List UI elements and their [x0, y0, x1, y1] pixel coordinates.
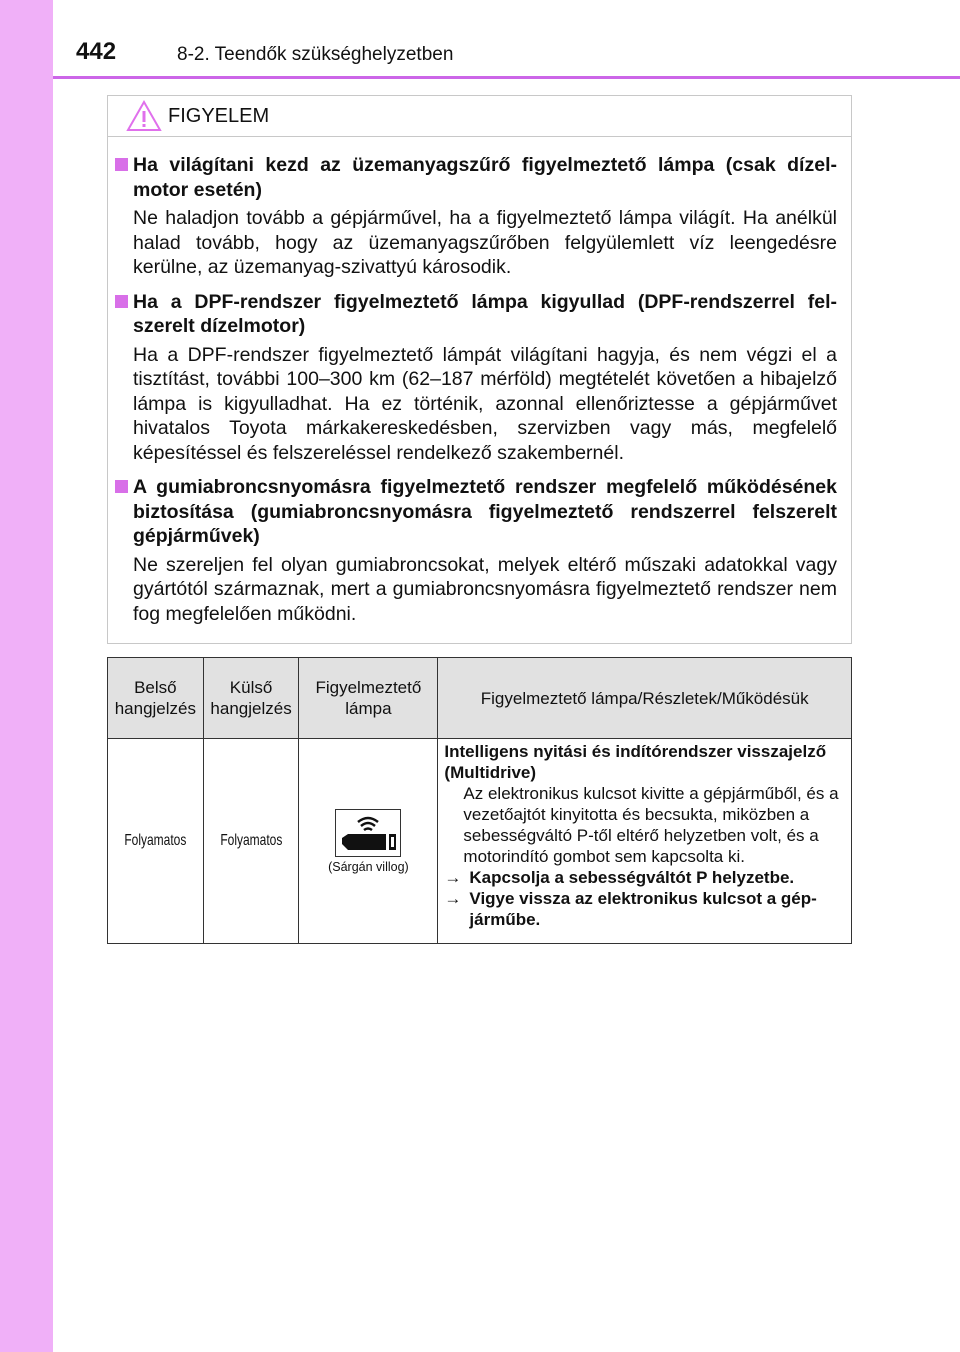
smart-key-indicator-icon	[335, 809, 401, 857]
item-title: A gumiabroncsnyomásra figyelmeztető rendszer megfelelő működésének biztosítása (gumiabroncsnyomásra figyelmeztető rendszerrel felszerelt gépjárművek)	[133, 476, 837, 547]
arrow-icon: →	[444, 868, 462, 887]
table-row	[108, 739, 852, 944]
warning-box	[107, 95, 852, 644]
lamp-caption: (Sárgán villog)	[328, 859, 409, 874]
item-body: Ne szereljen fel olyan gumiabroncsokat, melyek eltérő műszaki adatokkal vagy gyártótól származnak, mert a gumiabroncsnyomásra figyelmeztető rendszer nem fog megfelelően működni.	[133, 553, 837, 625]
warning-item	[108, 153, 851, 280]
table-header-row	[108, 658, 852, 739]
warning-lamp-table	[107, 657, 852, 944]
warning-item	[108, 475, 851, 626]
bullet-square-icon	[115, 480, 128, 493]
page-number: 442	[76, 38, 117, 65]
item-body: Ne haladjon tovább a gépjárművel, ha a figyelmeztető lámpa világít. Ha anélkül halad tovább, hogy az üzemanyagszűrőben felgyülemlett víz leengedésre kerülne, az üzemanyag-szivattyú károsodik.	[133, 207, 837, 278]
internal-buzzer-value: Folyamatos	[124, 832, 187, 849]
warning-item	[108, 290, 851, 466]
external-buzzer-value: Folyamatos	[220, 832, 283, 849]
section-title: 8-2. Teendők szükséghelyzetben	[177, 44, 454, 65]
col-external-buzzer: Külső hangjelzés	[203, 658, 299, 739]
bullet-square-icon	[115, 295, 128, 308]
warning-title: FIGYELEM	[168, 104, 270, 127]
warning-header	[108, 96, 851, 137]
col-internal-buzzer: Belső hangjelzés	[108, 658, 204, 739]
col-details: Figyelmeztető lámpa/Részletek/Működésük	[438, 658, 852, 739]
item-body: Ha a DPF-rendszer figyelmeztető lámpát világítani hagyja, és nem végzi el a tisztítást, további 100–300 km (62–187 mérföld) megtételét követően a hibajelző lámpa is kigyulladhat. Ha ez történik, azonnal ellenőriztesse a gépjárművet hivatalos Toyota márkakereskedésben, szervizben vagy más, megfelelő képesítéssel és felszereléssel rendelkező szakembernél.	[133, 343, 837, 464]
item-title: Ha a DPF-rendszer figyelmeztető lámpa kigyullad (DPF-rendszerrel felszerelt dízelmotor)	[133, 290, 837, 337]
action-item: → Vigye vissza az elektronikus kulcsot a gépjárműbe.	[444, 889, 817, 929]
arrow-icon: →	[444, 889, 462, 908]
side-tab	[0, 0, 53, 1352]
header-divider	[53, 76, 960, 79]
col-warning-lamp: Figyelmeztető lámpa	[299, 658, 438, 739]
warning-triangle-icon	[126, 100, 162, 132]
item-title: Ha világítani kezd az üzemanyagszűrő figyelmeztető lámpa (csak dízelmotor esetén)	[133, 154, 837, 201]
action-item: → Kapcsolja a sebességváltót P helyzetbe.	[444, 868, 795, 887]
bullet-square-icon	[115, 158, 128, 171]
detail-title: Intelligens nyitási és indítórendszer visszajelző (Multidrive)	[444, 742, 827, 782]
detail-text: Az elektronikus kulcsot kivitte a gépjárműből, és a vezetőajtót kinyitotta és becsukta, miközben a sebességváltó P-től eltérő helyzetben volt, és a motorindító gombot sem kapcsolta ki.	[463, 784, 839, 866]
